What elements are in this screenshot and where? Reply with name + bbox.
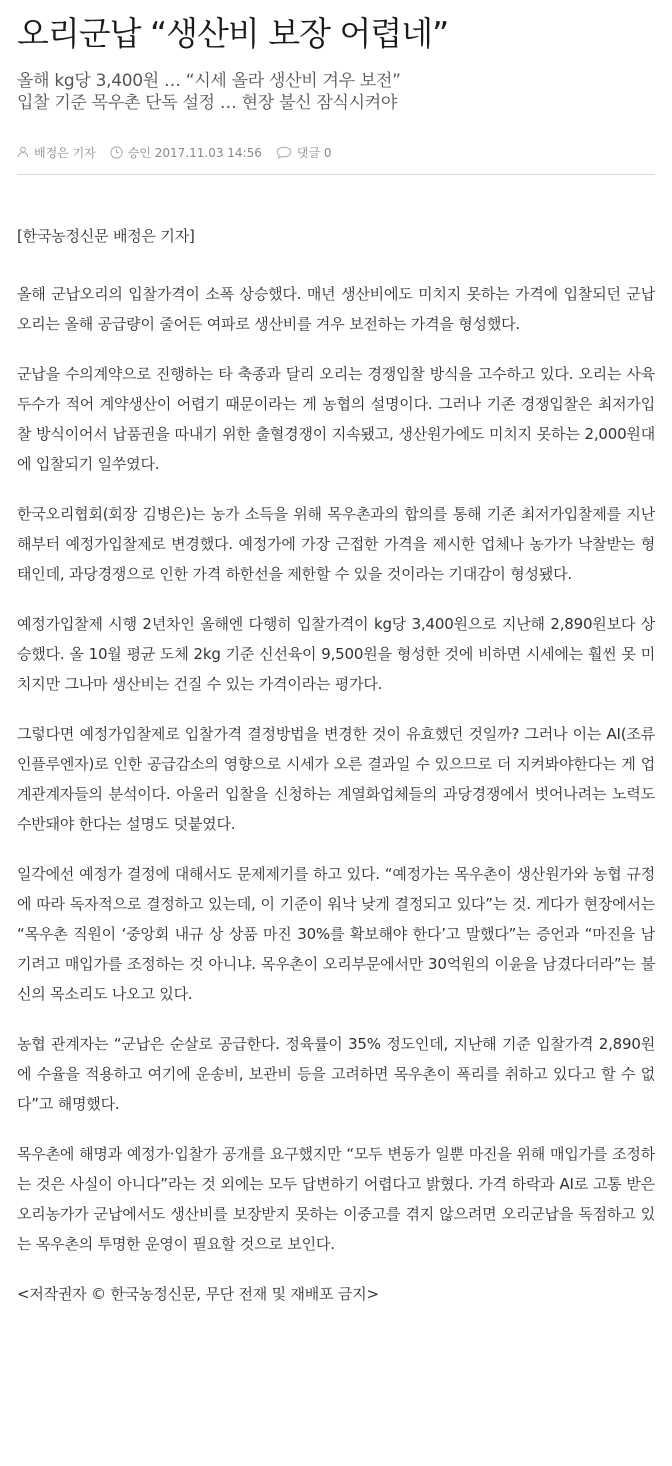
article-paragraph: 올해 군납오리의 입찰가격이 소폭 상승했다. 매년 생산비에도 미치지 못하는 가격에 입찰되던 군납오리는 올해 공급량이 줄어든 여파로 생산비를 겨우 보전하는 가격을 형성했다. [17, 285, 655, 333]
article-paragraph: 일각에선 예정가 결정에 대해서도 문제제기를 하고 있다. “예정가는 목우촌이 생산원가와 농협 규정에 따라 독자적으로 결정하고 있는데, 이 기준이 워낙 낮게 결정되고 있다”는 것. 게다가 현장에서는 “목우촌 직원이 ‘중앙회 내규 상 상품 마진 30%를 확보해야 한다’고 말했다”는 증언과 “마진을 남기려고 매입가를 조정하는 것 아니냐. 목우촌이 오리부문에서만 30억원의 이윤을 남겼다더라”는 불신의 목소리도 나오고 있다. [17, 865, 655, 1003]
article-byline: [한국농정신문 배정은 기자] [17, 227, 195, 245]
meta-approved [110, 144, 262, 161]
article-paragraph: 군납을 수의계약으로 진행하는 타 축종과 달리 오리는 경쟁입찰 방식을 고수하고 있다. 오리는 사육두수가 적어 계약생산이 어렵기 때문이라는 게 농협의 설명이다. 그러나 기존 경쟁입찰은 최저가입찰 방식이어서 납품권을 따내기 위한 출혈경쟁이 지속됐고, 생산원가에도 미치지 못하는 2,000원대에 입찰되기 일쑤였다. [17, 365, 655, 473]
approved-date: 승인 2017.11.03 14:56 [127, 145, 262, 160]
author-name: 배정은 기자 [34, 145, 96, 160]
comment-icon [276, 146, 292, 159]
article-paragraph: 예정가입찰제 시행 2년차인 올해엔 다행히 입찰가격이 kg당 3,400원으로 지난해 2,890원보다 상승했다. 올 10월 평균 도체 2kg 기준 신선육이 9,500원을 형성한 것에 비하면 시세에는 훨씬 못 미치지만 그나마 생산비는 건질 수 있는 가격이라는 평가다. [17, 615, 655, 693]
article-paragraph: 농협 관계자는 “군납은 순살로 공급한다. 정육률이 35% 정도인데, 지난해 기준 입찰가격 2,890원에 수율을 적용하고 여기에 운송비, 보관비 등을 고려하면 목우촌이 폭리를 취하고 있다고 할 수 없다”고 해명했다. [17, 1035, 655, 1113]
article-meta [17, 143, 655, 161]
article-headline: 오리군납 “생산비 보장 어렵네” [17, 14, 449, 53]
clock-icon [110, 146, 123, 159]
article-subtitle [17, 70, 655, 114]
copyright-notice: <저작권자 © 한국농정신문, 무단 전재 및 재배포 금지> [17, 1285, 379, 1303]
user-icon [17, 146, 29, 158]
subtitle-line: 올해 kg당 3,400원 … “시세 올라 생산비 겨우 보전” [17, 71, 401, 91]
article-paragraph: 목우촌에 해명과 예정가·입찰가 공개를 요구했지만 “모두 변동가 일뿐 마진을 위해 매입가를 조정하는 것은 사실이 아니다”라는 것 외에는 모두 답변하기 어렵다고 밝혔다. 가격 하락과 AI로 고통 받은 오리농가가 군납에서도 생산비를 보장받지 못하는 이중고를 겪지 않으려면 오리군납을 독점하고 있는 목우촌의 투명한 운영이 필요할 것으로 보인다. [17, 1145, 655, 1253]
header-divider [17, 174, 655, 175]
article-paragraph: 그렇다면 예정가입찰제로 입찰가격 결정방법을 변경한 것이 유효했던 것일까? 그러나 이는 AI(조류인플루엔자)로 인한 공급감소의 영향으로 시세가 오른 결과일 수 있으므로 더 지켜봐야한다는 게 업계관계자들의 분석이다. 아울러 입찰을 신청하는 계열화업체들의 과당경쟁에서 벗어나려는 노력도 수반돼야 한다는 설명도 덧붙였다. [17, 725, 655, 833]
meta-author[interactable] [17, 144, 96, 161]
meta-comments[interactable] [276, 144, 332, 161]
subtitle-line: 입찰 기준 목우촌 단독 설정 … 현장 불신 잠식시켜야 [17, 93, 397, 113]
comment-count: 댓글 0 [296, 145, 332, 160]
article-paragraph: 한국오리협회(회장 김병은)는 농가 소득을 위해 목우촌과의 합의를 통해 기존 최저가입찰제를 지난해부터 예정가입찰제로 변경했다. 예정가에 가장 근접한 가격을 제시한 업체나 농가가 낙찰받는 형태인데, 과당경쟁으로 인한 가격 하한선을 제한할 수 있을 것이라는 기대감이 형성됐다. [17, 505, 655, 583]
article-body [17, 221, 655, 1309]
